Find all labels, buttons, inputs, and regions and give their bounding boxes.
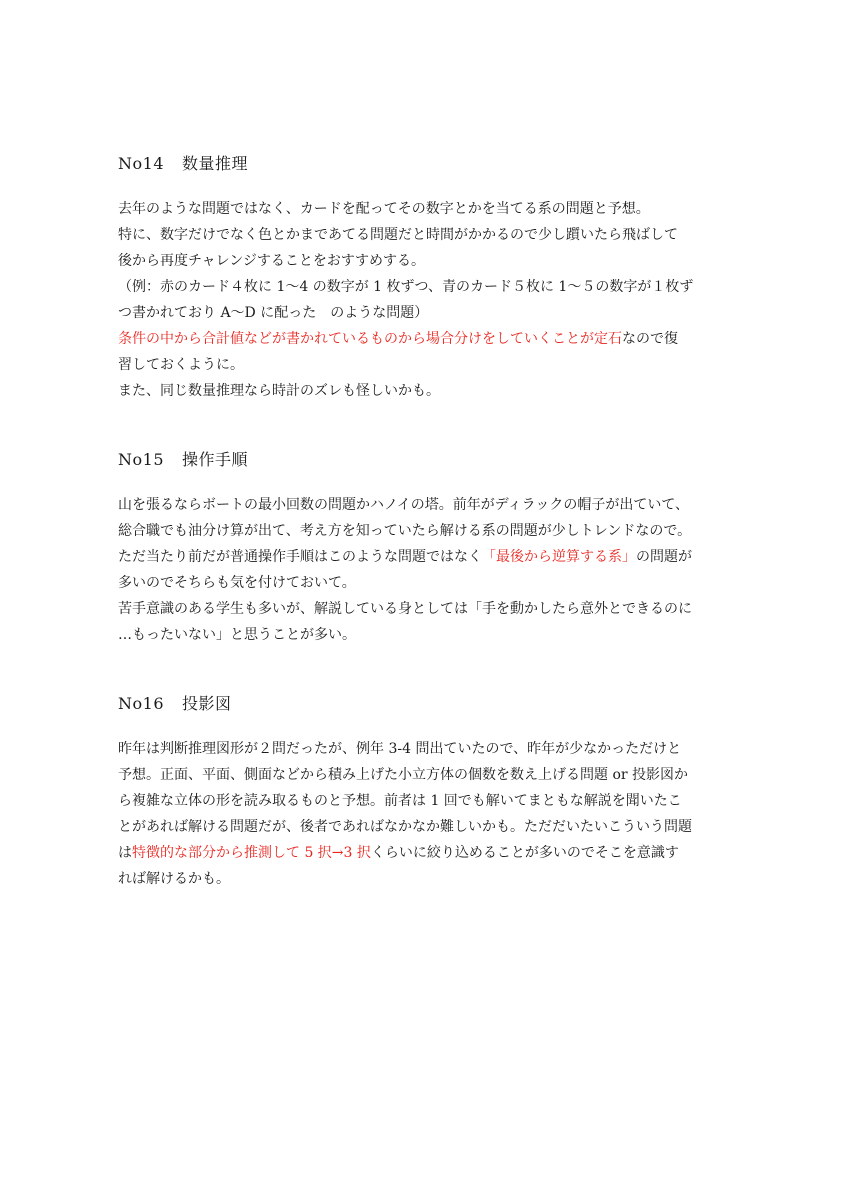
- document-page: [118, 150, 738, 892]
- text-segment: とがあれば解ける問題だが、後者であればなかなか難しいかも。ただだいたいこういう問題: [118, 819, 692, 835]
- text-line: [118, 518, 738, 544]
- section-no14: [118, 150, 738, 404]
- text-segment: 多いのでそちらも気を付けておいて。: [118, 575, 356, 591]
- text-line: [118, 300, 738, 326]
- section-body: [118, 736, 738, 892]
- text-segment: 特に、数字だけでなく色とかまであてる問題だと時間がかかるので少し躓いたら飛ばして: [118, 227, 678, 243]
- text-segment: 去年のような問題ではなく、カードを配ってその数字とかを当てる系の問題と予想。: [118, 201, 650, 217]
- text-line: [118, 274, 738, 300]
- section-title: 投影図: [182, 694, 232, 713]
- section-body: [118, 492, 738, 648]
- section-title: 操作手順: [182, 450, 249, 469]
- text-line: [118, 544, 738, 570]
- text-segment: 山を張るならボートの最小回数の問題かハノイの塔。前年がディラックの帽子が出ていて、: [118, 497, 690, 513]
- text-segment: つ書かれており A～D に配った のような問題）: [118, 305, 429, 321]
- text-line: [118, 840, 738, 866]
- text-line: [118, 814, 738, 840]
- text-segment: ただ当たり前だが普通操作手順はこのような問題ではなく: [118, 549, 482, 565]
- text-line: [118, 492, 738, 518]
- text-line: [118, 762, 738, 788]
- text-segment: は: [118, 845, 132, 861]
- text-segment: （例：赤のカード４枚に 1～4 の数字が 1 枚ずつ、青のカード５枚に 1～５の数字が１枚ず: [118, 279, 694, 295]
- text-line: [118, 352, 738, 378]
- highlighted-text: 条件の中から合計値などが書かれているものから場合分けをしていくことが定石: [118, 331, 622, 347]
- text-segment: くらいに絞り込めることが多いのでそこを意識す: [370, 845, 679, 861]
- section-heading: [118, 446, 738, 474]
- text-segment: 総合職でも油分け算が出て、考え方を知っていたら解ける系の問題が少しトレンドなので。: [118, 523, 692, 539]
- text-segment: 昨年は判断推理図形が２問だったが、例年 3-4 問出ていたので、昨年が少なかっただけと: [118, 741, 682, 757]
- text-line: [118, 570, 738, 596]
- section-no16: [118, 690, 738, 892]
- section-title: 数量推理: [182, 154, 249, 173]
- text-segment: また、同じ数量推理なら時計のズレも怪しいかも。: [118, 383, 440, 399]
- highlighted-text: 特徴的な部分から推測して 5 択→3 択: [132, 845, 371, 861]
- section-number: No14: [118, 154, 164, 173]
- text-line: [118, 622, 738, 648]
- text-line: [118, 788, 738, 814]
- text-segment: れば解けるかも。: [118, 871, 230, 887]
- section-no15: [118, 446, 738, 648]
- text-line: [118, 866, 738, 892]
- text-line: [118, 378, 738, 404]
- section-number: No15: [118, 450, 164, 469]
- section-heading: [118, 690, 738, 718]
- text-segment: 苦手意識のある学生も多いが、解説している身としては「手を動かしたら意外とできるのに: [118, 601, 692, 617]
- text-segment: …もったいない」と思うことが多い。: [118, 627, 356, 643]
- text-segment: 習しておくように。: [118, 357, 244, 373]
- text-segment: ら複雑な立体の形を読み取るものと予想。前者は 1 回でも解いてまともな解説を聞いたこ: [118, 793, 682, 809]
- text-line: [118, 596, 738, 622]
- text-line: [118, 222, 738, 248]
- section-body: [118, 196, 738, 404]
- section-number: No16: [118, 694, 164, 713]
- text-line: [118, 196, 738, 222]
- text-segment: の問題が: [636, 549, 692, 565]
- text-segment: 予想。正面、平面、側面などから積み上げた小立方体の個数を数え上げる問題 or 投影図か: [118, 767, 689, 783]
- text-line: [118, 248, 738, 274]
- section-heading: [118, 150, 738, 178]
- text-segment: 後から再度チャレンジすることをおすすめする。: [118, 253, 426, 269]
- text-line: [118, 736, 738, 762]
- highlighted-text: 「最後から逆算する系」: [482, 549, 636, 565]
- text-line: [118, 326, 738, 352]
- text-segment: なので復: [622, 331, 678, 347]
